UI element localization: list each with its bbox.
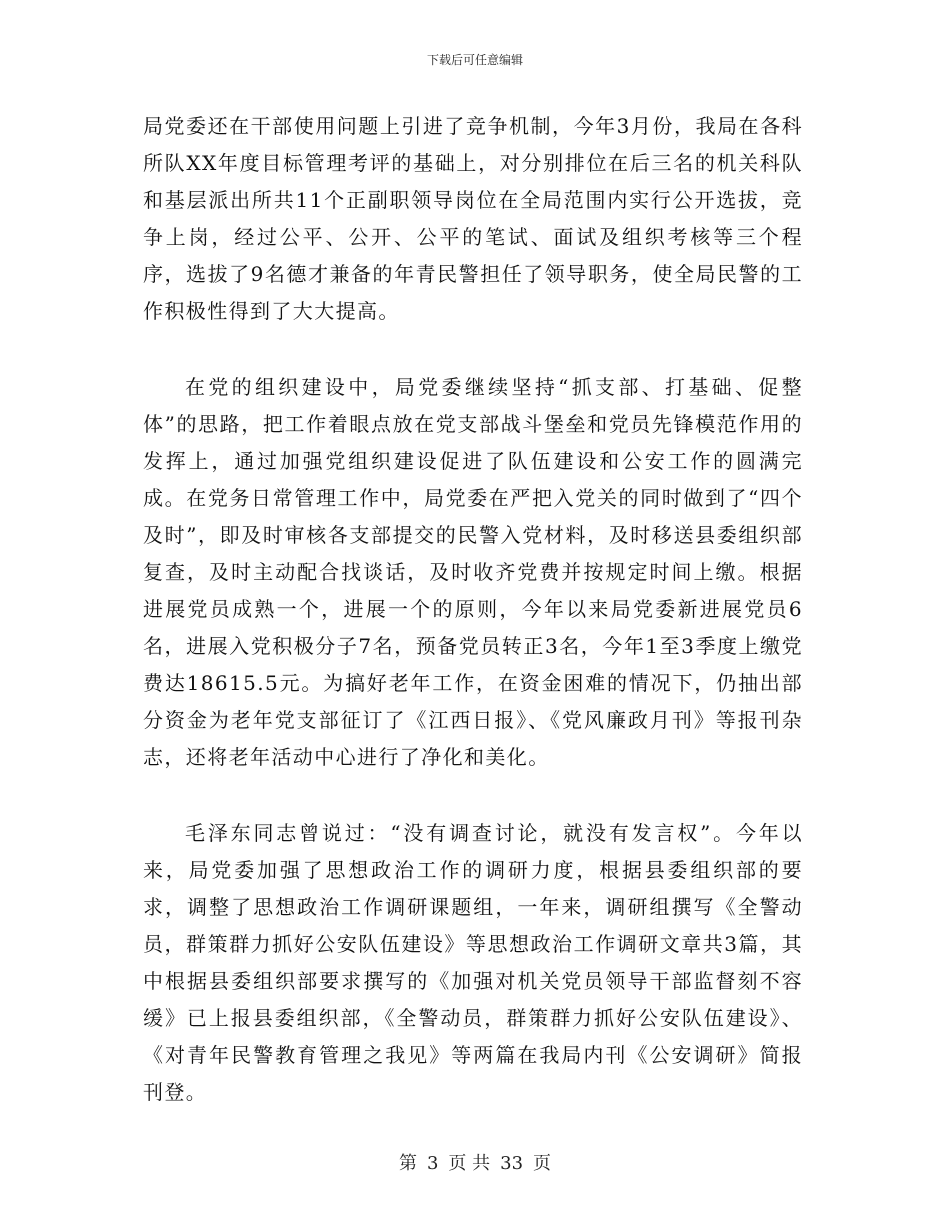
page-header-note: 下载后可任意编辑 — [426, 53, 523, 67]
paragraph-party-organization: 在党的组织建设中，局党委继续坚持“抓支部、打基础、促整体”的思路，把工作着眼点放在党支部战斗堡垒和党员先锋模范作用的发挥上，通过加强党组织建设促进了队伍建设和公安工作的圆满完成。在党务日常管理工作中，局党委在严把入党关的同时做到了“四个及时”，即及时审核各支部提交的民警入党材料，及时移送县委组织部复查，及时主动配合找谈话，及时收齐党费并按规定时间上缴。根据进展党员成熟一个，进展一个的原则，今年以来局党委新进展党员6名，进展入党积极分子7名，预备党员转正3名，今年1至3季度上缴党费达18615.5元。为搞好老年工作，在资金困难的情况下，仍抽出部分资金为老年党支部征订了《江西日报》、《党风廉政月刊》等报刊杂志，还将老年活动中心进行了净化和美化。 — [143, 375, 803, 769]
page-number-current: 3 — [426, 1153, 439, 1174]
page-number-prefix: 第 — [398, 1153, 417, 1174]
page-number-total: 33 — [500, 1153, 524, 1174]
page-number — [0, 1152, 950, 1176]
page-number-suffix: 页 — [533, 1153, 552, 1174]
paragraph-cadre-competition: 局党委还在干部使用问题上引进了竞争机制，今年3月份，我局在各科所队XX年度目标管理考评的基础上，对分别排位在后三名的机关科队和基层派出所共11个正副职领导岗位在全局范围内实行公开选拔，竞争上岗，经过公平、公开、公平的笔试、面试及组织考核等三个程序，选拔了9名德才兼备的年青民警担任了领导职务，使全局民警的工作积极性得到了大大提高。 — [143, 114, 803, 323]
document-body — [143, 108, 803, 1111]
page-number-middle: 页 共 — [448, 1153, 491, 1174]
paragraph-research: 毛泽东同志曾说过：“没有调查讨论，就没有发言权”。今年以来，局党委加强了思想政治工作的调研力度，根据县委组织部的要求，调整了思想政治工作调研课题组，一年来，调研组撰写《全警动员，群策群力抓好公安队伍建设》等思想政治工作调研文章共3篇，其中根据县委组织部要求撰写的《加强对机关党员领导干部监督刻不容缓》已上报县委组织部，《全警动员，群策群力抓好公安队伍建设》、《对青年民警教育管理之我见》等两篇在我局内刊《公安调研》简报刊登。 — [143, 821, 803, 1104]
